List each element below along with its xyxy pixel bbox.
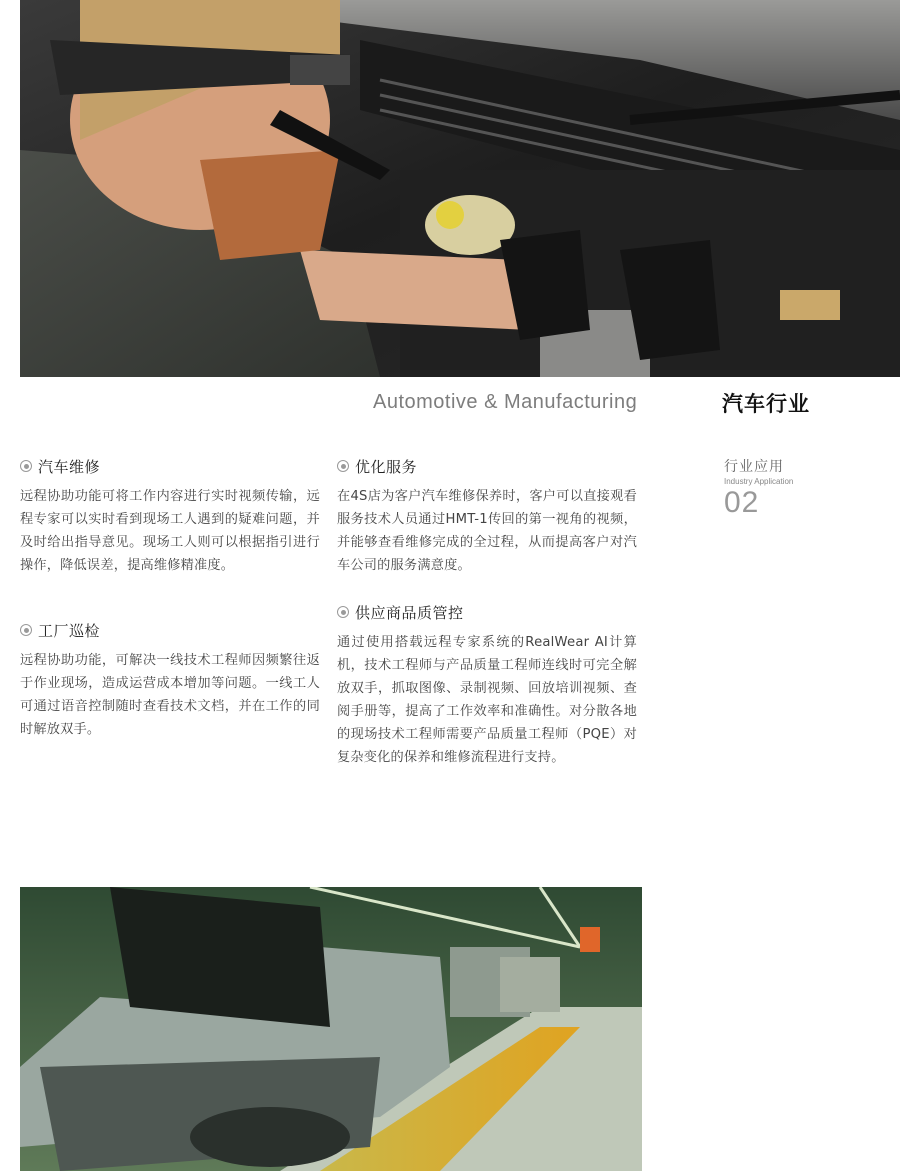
- section-body: 远程协助功能，可解决一线技术工程师因频繁往返于作业现场，造成运营成本增加等问题。一线工人可通过语音控制随时查看技术文档，并在工作的同时解放双手。: [20, 653, 320, 737]
- bullet-circle-icon: [337, 606, 349, 618]
- section-title: 优化服务: [355, 457, 418, 476]
- page-number: 02: [724, 486, 760, 519]
- bullet-circle-icon: [20, 460, 32, 472]
- industry-application-label: [724, 456, 844, 520]
- bullet-circle-icon: [337, 460, 349, 472]
- hero-photo-illustration: [20, 0, 900, 377]
- section-inspection: [20, 619, 320, 741]
- section-body: 远程协助功能可将工作内容进行实时视频传输，远程专家可以实时看到现场工人遇到的疑难问题，并及时给出指导意见。现场工人则可以根据指引进行操作，降低误差，提高维修精准度。: [20, 489, 320, 573]
- caption-chinese: 汽车行业: [722, 392, 810, 416]
- section-title: 供应商品质管控: [355, 603, 464, 622]
- bullet-circle-icon: [20, 624, 32, 636]
- section-title: 工厂巡检: [38, 621, 101, 640]
- hero-photo: [20, 0, 900, 377]
- factory-photo-illustration: [20, 887, 642, 1171]
- section-service: [337, 455, 637, 577]
- section-quality: [337, 601, 637, 769]
- section-body: 在4S店为客户汽车维修保养时，客户可以直接观看服务技术人员通过HMT-1传回的第一视角的视频，并能够查看维修完成的全过程，从而提高客户对汽车公司的服务满意度。: [337, 489, 637, 573]
- section-body: 通过使用搭载远程专家系统的RealWear AI计算机，技术工程师与产品质量工程师连线时可完全解放双手，抓取图像、录制视频、回放培训视频、查阅手册等，提高了工作效率和准确性。对分散各地的现场技术工程师需要产品质量工程师（PQE）对复杂变化的保养和维修流程进行支持。: [337, 635, 637, 765]
- section-title: 汽车维修: [38, 457, 101, 476]
- side-label-chinese: 行业应用: [724, 459, 784, 475]
- side-label-english: Industry Application: [724, 477, 794, 486]
- factory-photo: [20, 887, 642, 1171]
- caption-english: Automotive & Manufacturing: [373, 391, 638, 413]
- section-repair: [20, 455, 320, 577]
